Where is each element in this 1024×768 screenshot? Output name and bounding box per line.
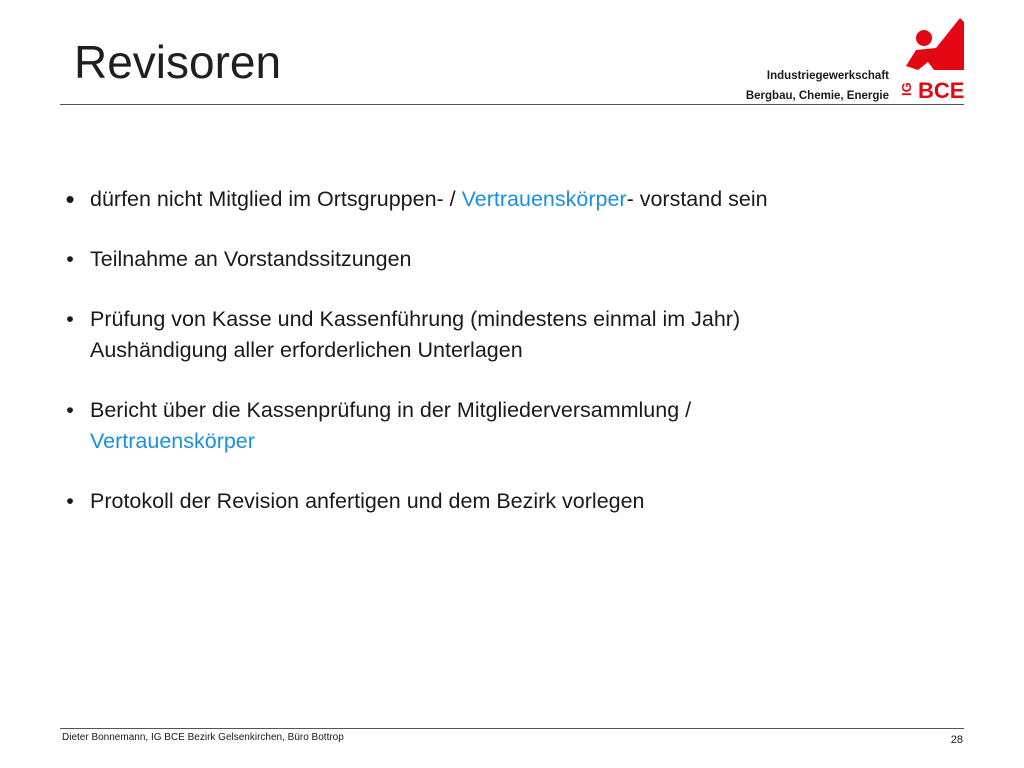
logo-letters: BCE xyxy=(918,78,965,103)
organization-name xyxy=(746,66,889,106)
bullet-item-2 xyxy=(62,244,962,275)
bullet-item-4 xyxy=(62,395,962,457)
bullet-item-1 xyxy=(62,184,962,215)
ig-bce-logo xyxy=(898,14,968,104)
footer-divider xyxy=(60,728,964,729)
bullet-marker: • xyxy=(66,247,74,271)
bullet-accent-text: Vertrauenskörper xyxy=(90,429,255,453)
footer-author: Dieter Bonnemann, IG BCE Bezirk Gelsenkirchen, Büro Bottrop xyxy=(62,732,344,743)
logo-prefix: IG xyxy=(899,82,914,96)
bullet-list xyxy=(62,184,962,546)
bullet-marker: • xyxy=(66,307,74,331)
organization-name-line-1: Industriegewerkschaft xyxy=(766,70,889,82)
person-with-raised-arm-icon xyxy=(906,18,964,70)
bullet-text-line-2: Aushändigung aller erforderlichen Unterlagen xyxy=(90,338,523,362)
bullet-text-line-1: Bericht über die Kassenprüfung in der Mitgliederversammlung / xyxy=(90,398,692,422)
organization-name-line-2: Bergbau, Chemie, Energie xyxy=(745,90,889,102)
bullet-item-5 xyxy=(62,486,962,517)
bullet-text-line-1: Prüfung von Kasse und Kassenführung (mindestens einmal im Jahr) xyxy=(90,307,741,331)
bullet-marker: • xyxy=(66,489,74,513)
bullet-text: Teilnahme an Vorstandssitzungen xyxy=(90,247,412,271)
bullet-marker: • xyxy=(66,398,74,422)
header-divider xyxy=(60,104,964,105)
page-number: 28 xyxy=(950,734,963,746)
bullet-accent-text: Vertrauenskörper xyxy=(461,187,627,211)
bullet-marker: • xyxy=(65,184,75,214)
bullet-item-3 xyxy=(62,304,962,366)
bullet-text: - vorstand sein xyxy=(626,187,768,211)
bullet-text: Protokoll der Revision anfertigen und dem Bezirk vorlegen xyxy=(90,489,645,513)
slide-title: Revisoren xyxy=(74,36,282,88)
bullet-text: dürfen nicht Mitglied im Ortsgruppen- / xyxy=(90,187,462,211)
